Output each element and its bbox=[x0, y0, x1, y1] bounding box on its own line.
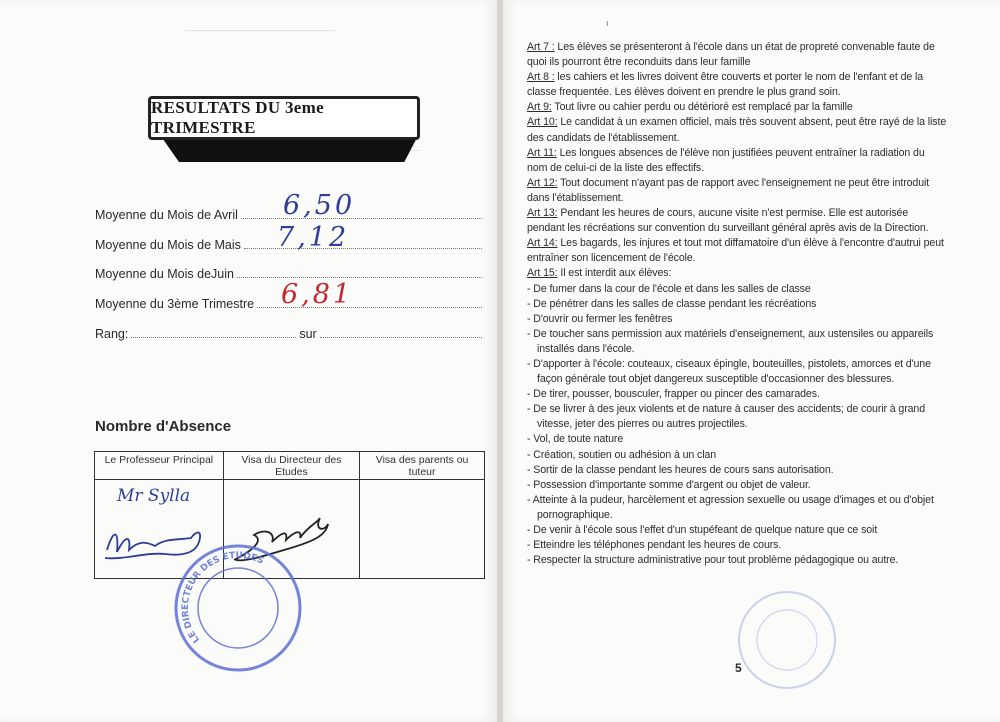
sur-label: sur bbox=[299, 327, 317, 341]
article-number: Art 7 : bbox=[527, 41, 555, 53]
interdiction-item: - Atteinte à la pudeur, harcèlement et agression sexuelle ou usage d'images et ou d'objet pornographique. bbox=[527, 493, 934, 521]
dotted-line bbox=[237, 276, 482, 278]
rule-article bbox=[527, 146, 947, 176]
rules-text bbox=[527, 40, 947, 568]
interdiction-item: - De tirer, pousser, bousculer, frapper ou pincer des camarades. bbox=[527, 388, 820, 401]
article-number: Art 15: bbox=[527, 267, 558, 280]
article-text: Il est interdit aux élèves: bbox=[557, 267, 672, 280]
article-number: Art 11: bbox=[527, 146, 557, 159]
rule-article bbox=[527, 115, 947, 145]
absence-heading: Nombre d'Absence bbox=[95, 418, 232, 435]
faded-stamp bbox=[725, 585, 855, 695]
article-number: Art 12: bbox=[527, 176, 558, 189]
rule-article bbox=[527, 266, 947, 281]
page-number: 5 bbox=[735, 661, 742, 675]
average-label: Moyenne du Mois de Mais bbox=[95, 238, 241, 252]
article-text: Les longues absences de l'élève non justifiées peuvent entraîner la radiation du nom de celui-ci de la liste des effectifs. bbox=[527, 146, 925, 174]
average-label: Moyenne du Mois de Avril bbox=[95, 208, 238, 222]
average-label: Moyenne du Mois deJuin bbox=[95, 267, 234, 281]
tick-mark: ı bbox=[606, 18, 609, 28]
page-title: RESULTATS DU 3eme TRIMESTRE bbox=[148, 96, 420, 140]
rule-article bbox=[527, 40, 947, 70]
dotted-line bbox=[241, 217, 482, 219]
rule-article bbox=[527, 100, 947, 115]
interdiction-item: - Création, soutien ou adhésion à un clan bbox=[527, 448, 717, 461]
article-text: Tout document n'ayant pas de rapport avec l'enseignement ne peut être introduit dans l'établissement. bbox=[527, 176, 930, 204]
interdiction-item: - Possession d'importante somme d'argent ou objet de valeur. bbox=[527, 478, 811, 491]
handwritten-average-trimester: 6,81 bbox=[281, 279, 354, 310]
visa-header-directeur: Visa du Directeur des Etudes bbox=[223, 452, 360, 480]
article-text: Les élèves se présenteront à l'école dans un état de propreté convenable faute de quoi ils pourront être reconduits dans leur famille bbox=[527, 41, 935, 69]
interdiction-item: - Etteindre les téléphones pendant les heures de cours. bbox=[527, 539, 782, 552]
article-number: Art 13: bbox=[527, 207, 558, 220]
article-text: les cahiers et les livres doivent être couverts et porter le nom de l'enfant et de la classe frequentée. Les élèves doivent en prendre le plus grand soin. bbox=[527, 71, 924, 99]
interdiction-item: - De toucher sans permission aux matériels d'enseignement, aux ustensiles ou appareils installés dans l'école. bbox=[527, 327, 934, 355]
dotted-line bbox=[131, 337, 296, 338]
left-page bbox=[0, 0, 497, 722]
article-number: Art 9: bbox=[527, 101, 552, 114]
article-text: Le candidat à un examen officiel, mais très souvent absent, peut être rayé de la liste des candidats de l'établissement. bbox=[527, 116, 947, 144]
article-text: Les bagards, les injures et tout mot diffamatoire d'un élève à l'encontre d'autrui peut entraîner son licencement de l'école. bbox=[527, 237, 944, 265]
handwritten-average-april: 6,50 bbox=[283, 190, 356, 221]
article-text: Tout livre ou cahier perdu ou détérioré est remplacé par la famille bbox=[551, 101, 853, 114]
interdiction-item: - De venir à l'école sous l'effet d'un stupéfeant de quelque nature que ce soit bbox=[527, 524, 878, 536]
rule-article bbox=[527, 176, 947, 206]
rang-row bbox=[95, 327, 485, 341]
rule-article bbox=[527, 70, 947, 100]
visa-header-professeur: Le Professeur Principal bbox=[95, 452, 224, 480]
dotted-line bbox=[320, 337, 482, 338]
interdiction-item: - Sortir de la classe pendant les heures de cours sans autorisation. bbox=[527, 463, 834, 476]
article-number: Art 14: bbox=[527, 237, 558, 250]
average-label: Moyenne du 3ème Trimestre bbox=[95, 297, 255, 311]
handwritten-average-may: 7,12 bbox=[277, 222, 350, 253]
svg-text:LE DIRECTEUR DES ETUDES: LE DIRECTEUR DES ETUDES bbox=[180, 550, 266, 645]
rang-label: Rang: bbox=[95, 327, 129, 341]
interdiction-item: - De fumer dans la cour de l'école et dans les salles de classe bbox=[527, 282, 811, 295]
rule-article bbox=[527, 236, 947, 266]
rule-article bbox=[527, 206, 947, 236]
interdiction-item: - Respecter la structure administrative pour tout problème pédagogique ou autre. bbox=[527, 554, 899, 567]
article-text: Pendant les heures de cours, aucune visite n'est permise. Elle est autorisée pendant les récréations sur convention du surveillant général après avis de la Direction. bbox=[527, 207, 929, 235]
interdiction-item: - De pénétrer dans les salles de classe pendant les récréations bbox=[527, 297, 817, 310]
article-number: Art 8 : bbox=[527, 71, 555, 84]
visa-cell-parents bbox=[360, 480, 485, 579]
article-number: Art 10: bbox=[527, 116, 558, 129]
interdiction-item: - De se livrer à des jeux violents et de nature à causer des accidents; de courir à grand vitesse, jeter des pierres ou autres projectiles. bbox=[527, 403, 925, 431]
visa-header-parents: Visa des parents ou tuteur bbox=[360, 452, 485, 480]
interdiction-item: - D'apporter à l'école: couteaux, ciseaux épingle, bouteuilles, pistolets, amorces et d'une façon générale tout objet dangereux susceptible d'occasionner des blessures. bbox=[527, 357, 931, 386]
school-stamp bbox=[168, 538, 308, 678]
bleed-through bbox=[185, 30, 335, 31]
interdiction-item: - D'ouvrir ou fermer les fenêtres bbox=[527, 312, 673, 325]
interdiction-item: - Vol, de toute nature bbox=[527, 433, 624, 446]
handwritten-note: Mr Sylla bbox=[117, 486, 191, 506]
